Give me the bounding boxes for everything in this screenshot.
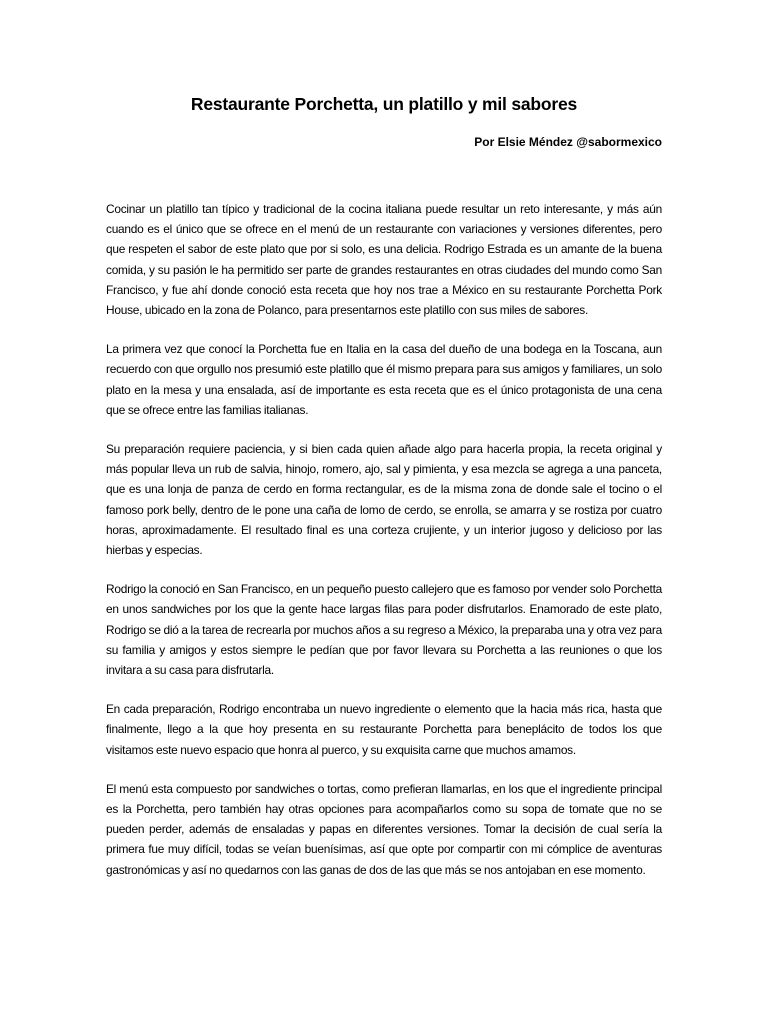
- document-page: [106, 0, 662, 1024]
- paragraph-5: En cada preparación, Rodrigo encontraba un nuevo ingrediente o elemento que la hacia más rica, hasta que finalmente, llego a la que hoy presenta en su restaurante Porchetta para beneplácito de todos los que visitamos este nuevo espacio que honra al puerco, y su exquisita carne que muchos amamos.: [106, 702, 662, 757]
- paragraph-4: Rodrigo la conoció en San Francisco, en un pequeño puesto callejero que es famoso por vender solo Porchetta en unos sandwiches por los que la gente hace largas filas para poder disfrutarlos. Enamorado de este plato, Rodrigo se dió a la tarea de recrearla por muchos años a su regreso a México, la preparaba una y otra vez para su familia y amigos y estos siempre le pedían que por favor llevara su Porchetta a las reuniones o que los invitara a su casa para disfrutarla.: [106, 582, 662, 678]
- paragraph-2: La primera vez que conocí la Porchetta fue en Italia en la casa del dueño de una bodega en la Toscana, aun recuerdo con que orgullo nos presumió este platillo que él mismo prepara para sus amigos y familiares, un solo plato en la mesa y una ensalada, así de importante es esta receta que es el único protagonista de una cena que se ofrece entre las familias italianas.: [106, 342, 662, 417]
- article-title: Restaurante Porchetta, un platillo y mil sabores: [190, 94, 578, 114]
- article-byline: Por Elsie Méndez @sabormexico: [474, 135, 662, 149]
- paragraph-6: El menú esta compuesto por sandwiches o tortas, como prefieran llamarlas, en los que el ingrediente principal es la Porchetta, pero también hay otras opciones para acompañarlos como su sopa de tomate que no se pueden perder, además de ensaladas y papas en diferentes versiones. Tomar la decisión de cual sería la primera fue muy difícil, todas se veían buenísimas, así que opte por compartir con mi cómplice de aventuras gastronómicas y así no quedarnos con las ganas de dos de las que más se nos antojaban en ese momento.: [106, 781, 662, 877]
- paragraph-1: Cocinar un platillo tan típico y tradicional de la cocina italiana puede resultar un reto interesante, y más aún cuando es el único que se ofrece en el menú de un restaurante con variaciones y versiones diferentes, pero que respeten el sabor de este plato que por si solo, es una delicia. Rodrigo Estrada es un amante de la buena comida, y su pasión le ha permitido ser parte de grandes restaurantes en otras ciudades del mundo como San Francisco, y fue ahí donde conoció esta receta que hoy nos trae a México en su restaurante Porchetta Pork House, ubicado en la zona de Polanco, para presentarnos este platillo con sus miles de sabores.: [106, 202, 662, 318]
- paragraph-3: Su preparación requiere paciencia, y si bien cada quien añade algo para hacerla propia, la receta original y más popular lleva un rub de salvia, hinojo, romero, ajo, sal y pimienta, y esa mezcla se agrega a una panceta, que es una lonja de panza de cerdo en forma rectangular, es de la misma zona de donde sale el tocino o el famoso pork belly, dentro de le pone una caña de lomo de cerdo, se enrolla, se amarra y se rostiza por cuatro horas, aproximadamente. El resultado final es una corteza crujiente, y un interior jugoso y delicioso por las hierbas y especias.: [106, 442, 662, 558]
- article-body: [106, 199, 662, 899]
